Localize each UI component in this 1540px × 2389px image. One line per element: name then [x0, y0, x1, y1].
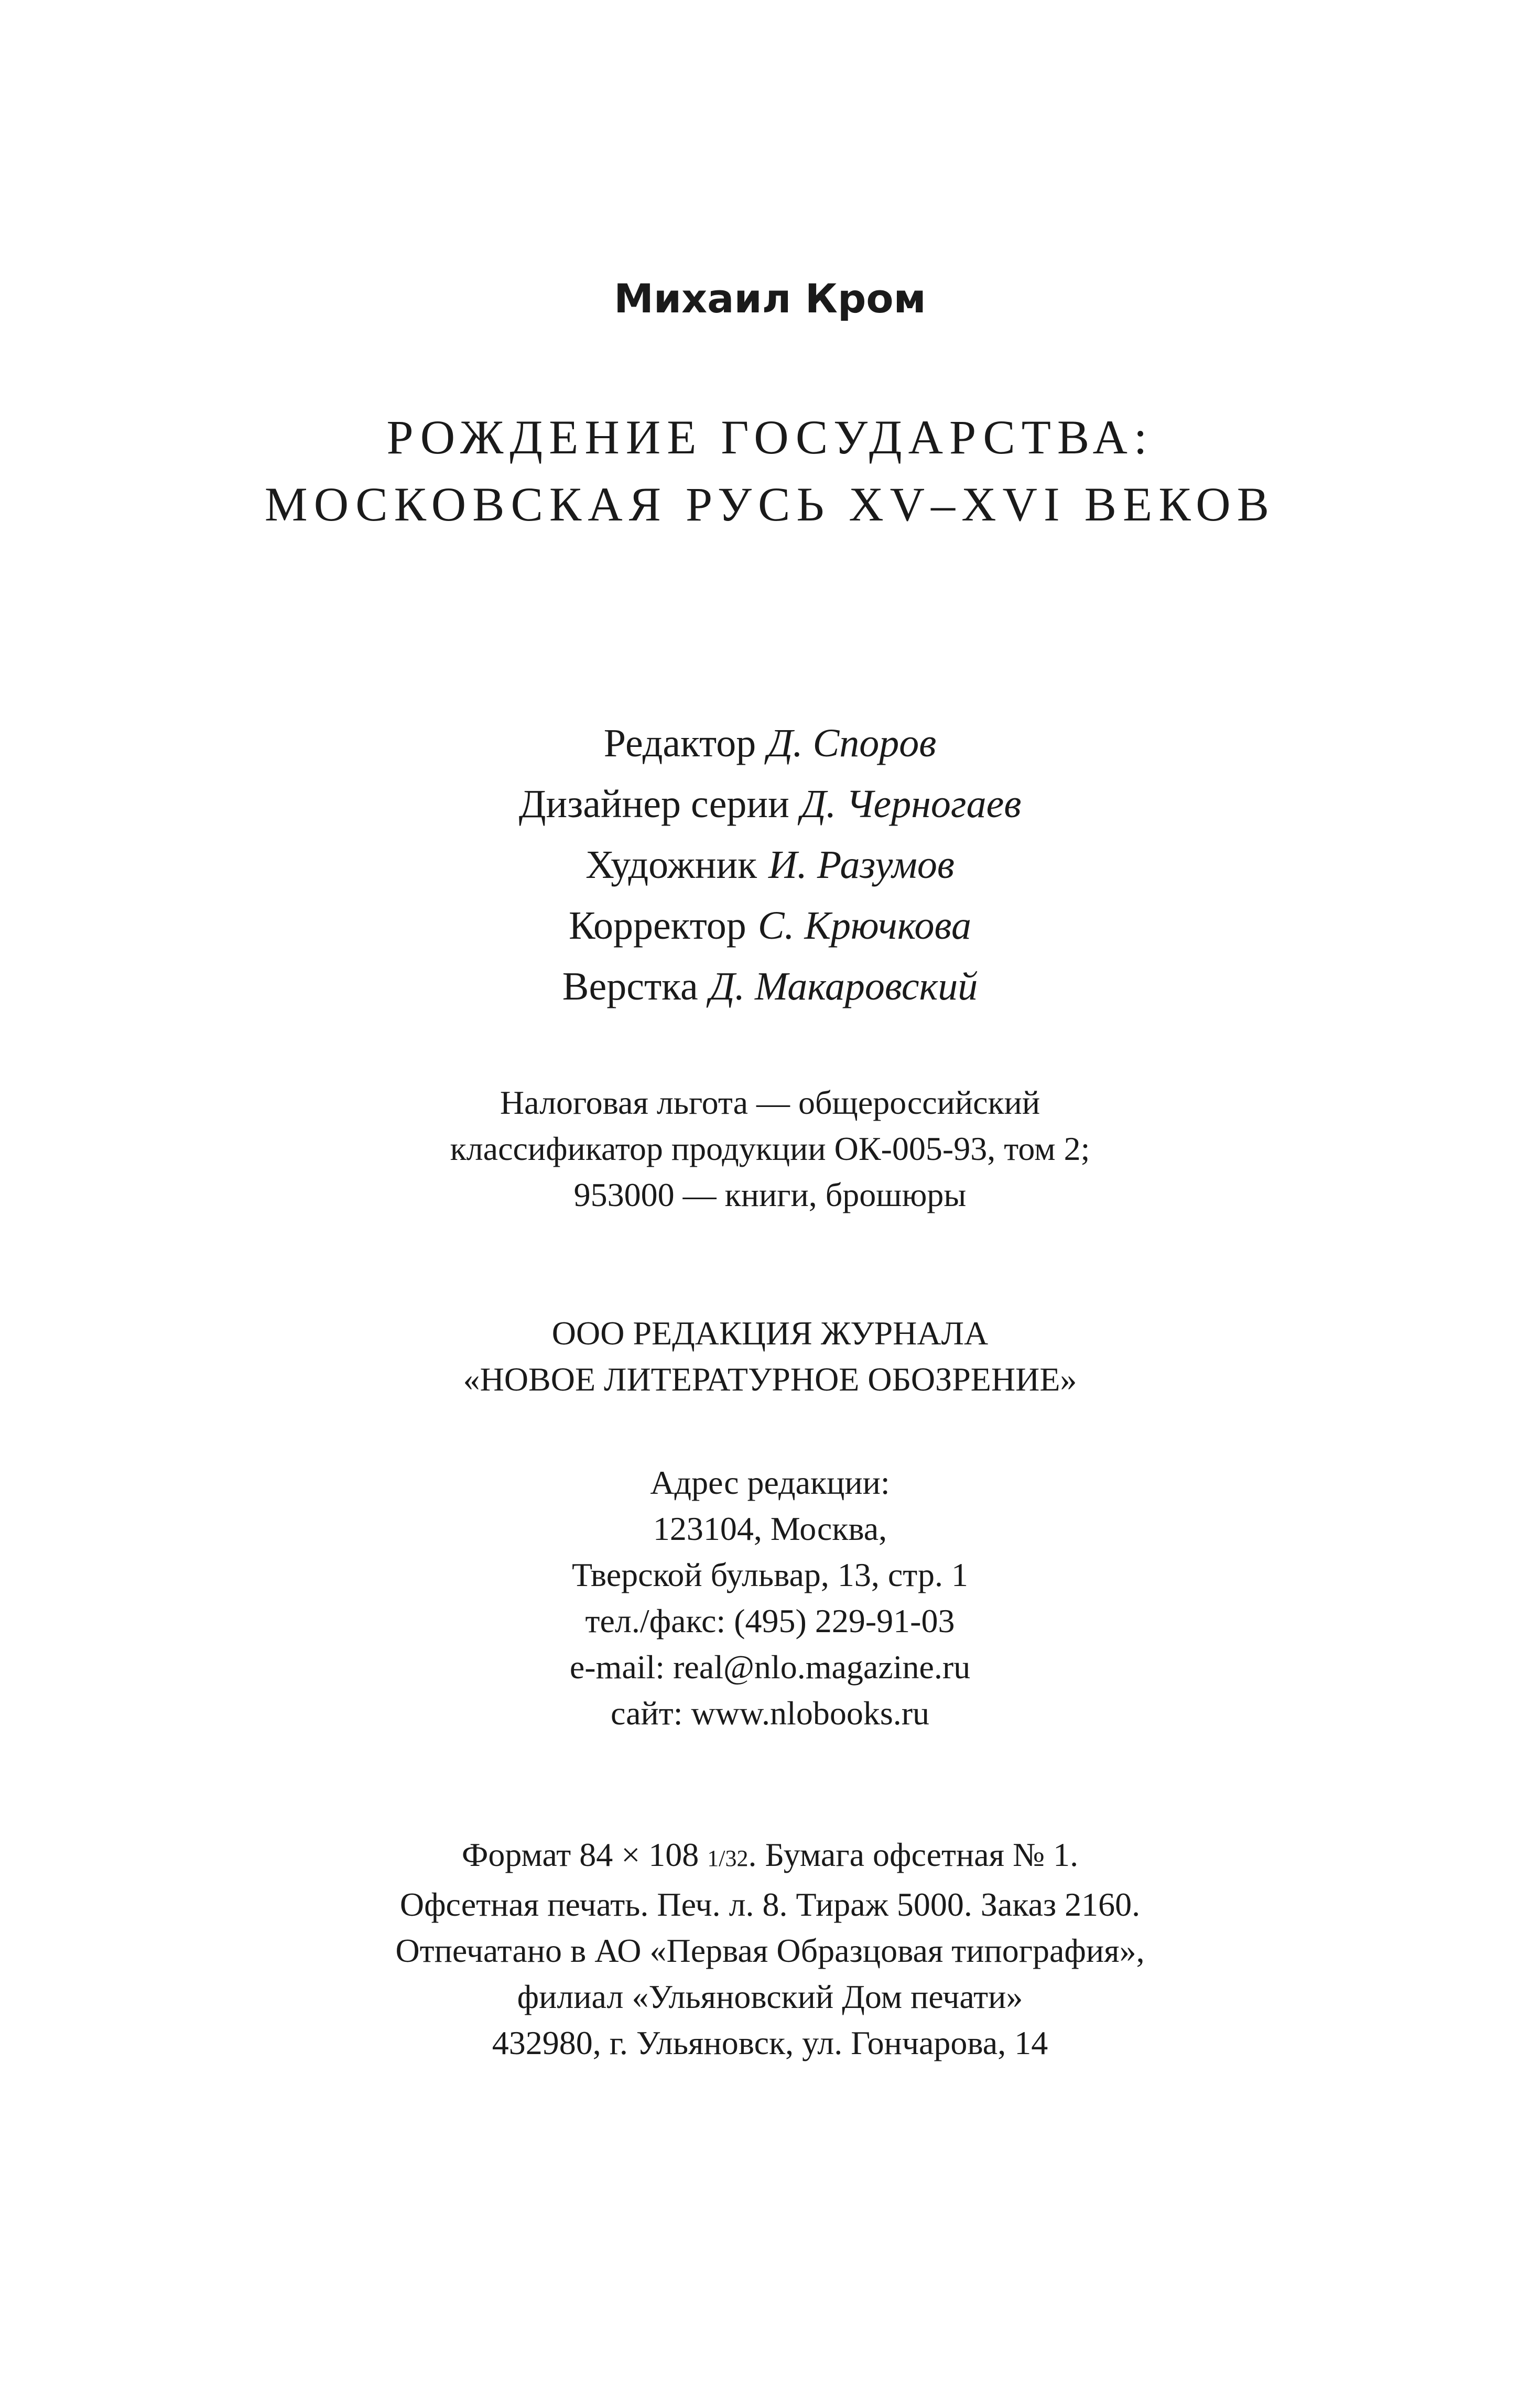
- imprint-line-4: филиал «Ульяновский Дом печати»: [517, 1978, 1023, 2015]
- publisher-line-1: ООО РЕДАКЦИЯ ЖУРНАЛА: [551, 1315, 989, 1352]
- address-line-1: 123104, Москва,: [653, 1510, 887, 1547]
- credit-role: Корректор: [569, 904, 746, 948]
- address-phone: тел./факс: (495) 229-91-03: [585, 1602, 955, 1639]
- tax-line-1: Налоговая льгота — общероссийский: [500, 1084, 1040, 1121]
- credit-role: Верстка: [562, 964, 698, 1008]
- address-label: Адрес редакции:: [650, 1464, 890, 1501]
- author-name: Михаил Кром: [614, 275, 926, 322]
- imprint-format-suffix: . Бумага офсетная № 1.: [748, 1836, 1079, 1873]
- imprint-line-3: Отпечатано в АО «Первая Образцовая типография»,: [395, 1932, 1145, 1969]
- publisher-name: [0, 1310, 1540, 1403]
- credit-row: [0, 713, 1540, 774]
- book-title: [0, 404, 1540, 538]
- tax-line-2: классификатор продукции ОК-005-93, том 2;: [450, 1130, 1090, 1167]
- imprint-format-fraction: 1/32: [707, 1845, 749, 1871]
- credit-row: [0, 834, 1540, 895]
- editorial-address: [0, 1460, 1540, 1736]
- credit-role: Художник: [585, 843, 757, 887]
- book-title-line-1: РОЖДЕНИЕ ГОСУДАРСТВА:: [386, 410, 1154, 464]
- credit-row: [0, 895, 1540, 956]
- print-imprint: [0, 1832, 1540, 2066]
- address-site: сайт: www.nlobooks.ru: [610, 1695, 930, 1732]
- credit-person: И. Разумов: [768, 843, 955, 887]
- address-line-2: Тверской бульвар, 13, стр. 1: [571, 1556, 969, 1593]
- tax-info: [0, 1080, 1540, 1218]
- credit-row: [0, 956, 1540, 1017]
- book-title-line-2: МОСКОВСКАЯ РУСЬ XV–XVI ВЕКОВ: [264, 477, 1276, 531]
- imprint-line-5: 432980, г. Ульяновск, ул. Гончарова, 14: [492, 2024, 1048, 2061]
- imprint-line-2: Офсетная печать. Печ. л. 8. Тираж 5000. Заказ 2160.: [399, 1886, 1141, 1923]
- credit-person: Д. Черногаев: [800, 782, 1022, 826]
- publisher-line-2: «НОВОЕ ЛИТЕРАТУРНОЕ ОБОЗРЕНИЕ»: [463, 1361, 1077, 1398]
- credits-list: [0, 713, 1540, 1017]
- credit-row: [0, 774, 1540, 834]
- credit-person: Д. Макаровский: [709, 964, 978, 1008]
- credit-person: Д. Споров: [767, 721, 937, 765]
- imprint-format-line: [0, 1832, 1540, 1882]
- credit-role: Дизайнер серии: [518, 782, 789, 826]
- address-email: e-mail: real@nlo.magazine.ru: [569, 1648, 971, 1686]
- credit-person: С. Крючкова: [757, 904, 971, 948]
- credit-role: Редактор: [603, 721, 756, 765]
- imprint-format-prefix: Формат 84 × 108: [461, 1836, 708, 1873]
- tax-line-3: 953000 — книги, брошюры: [573, 1176, 967, 1213]
